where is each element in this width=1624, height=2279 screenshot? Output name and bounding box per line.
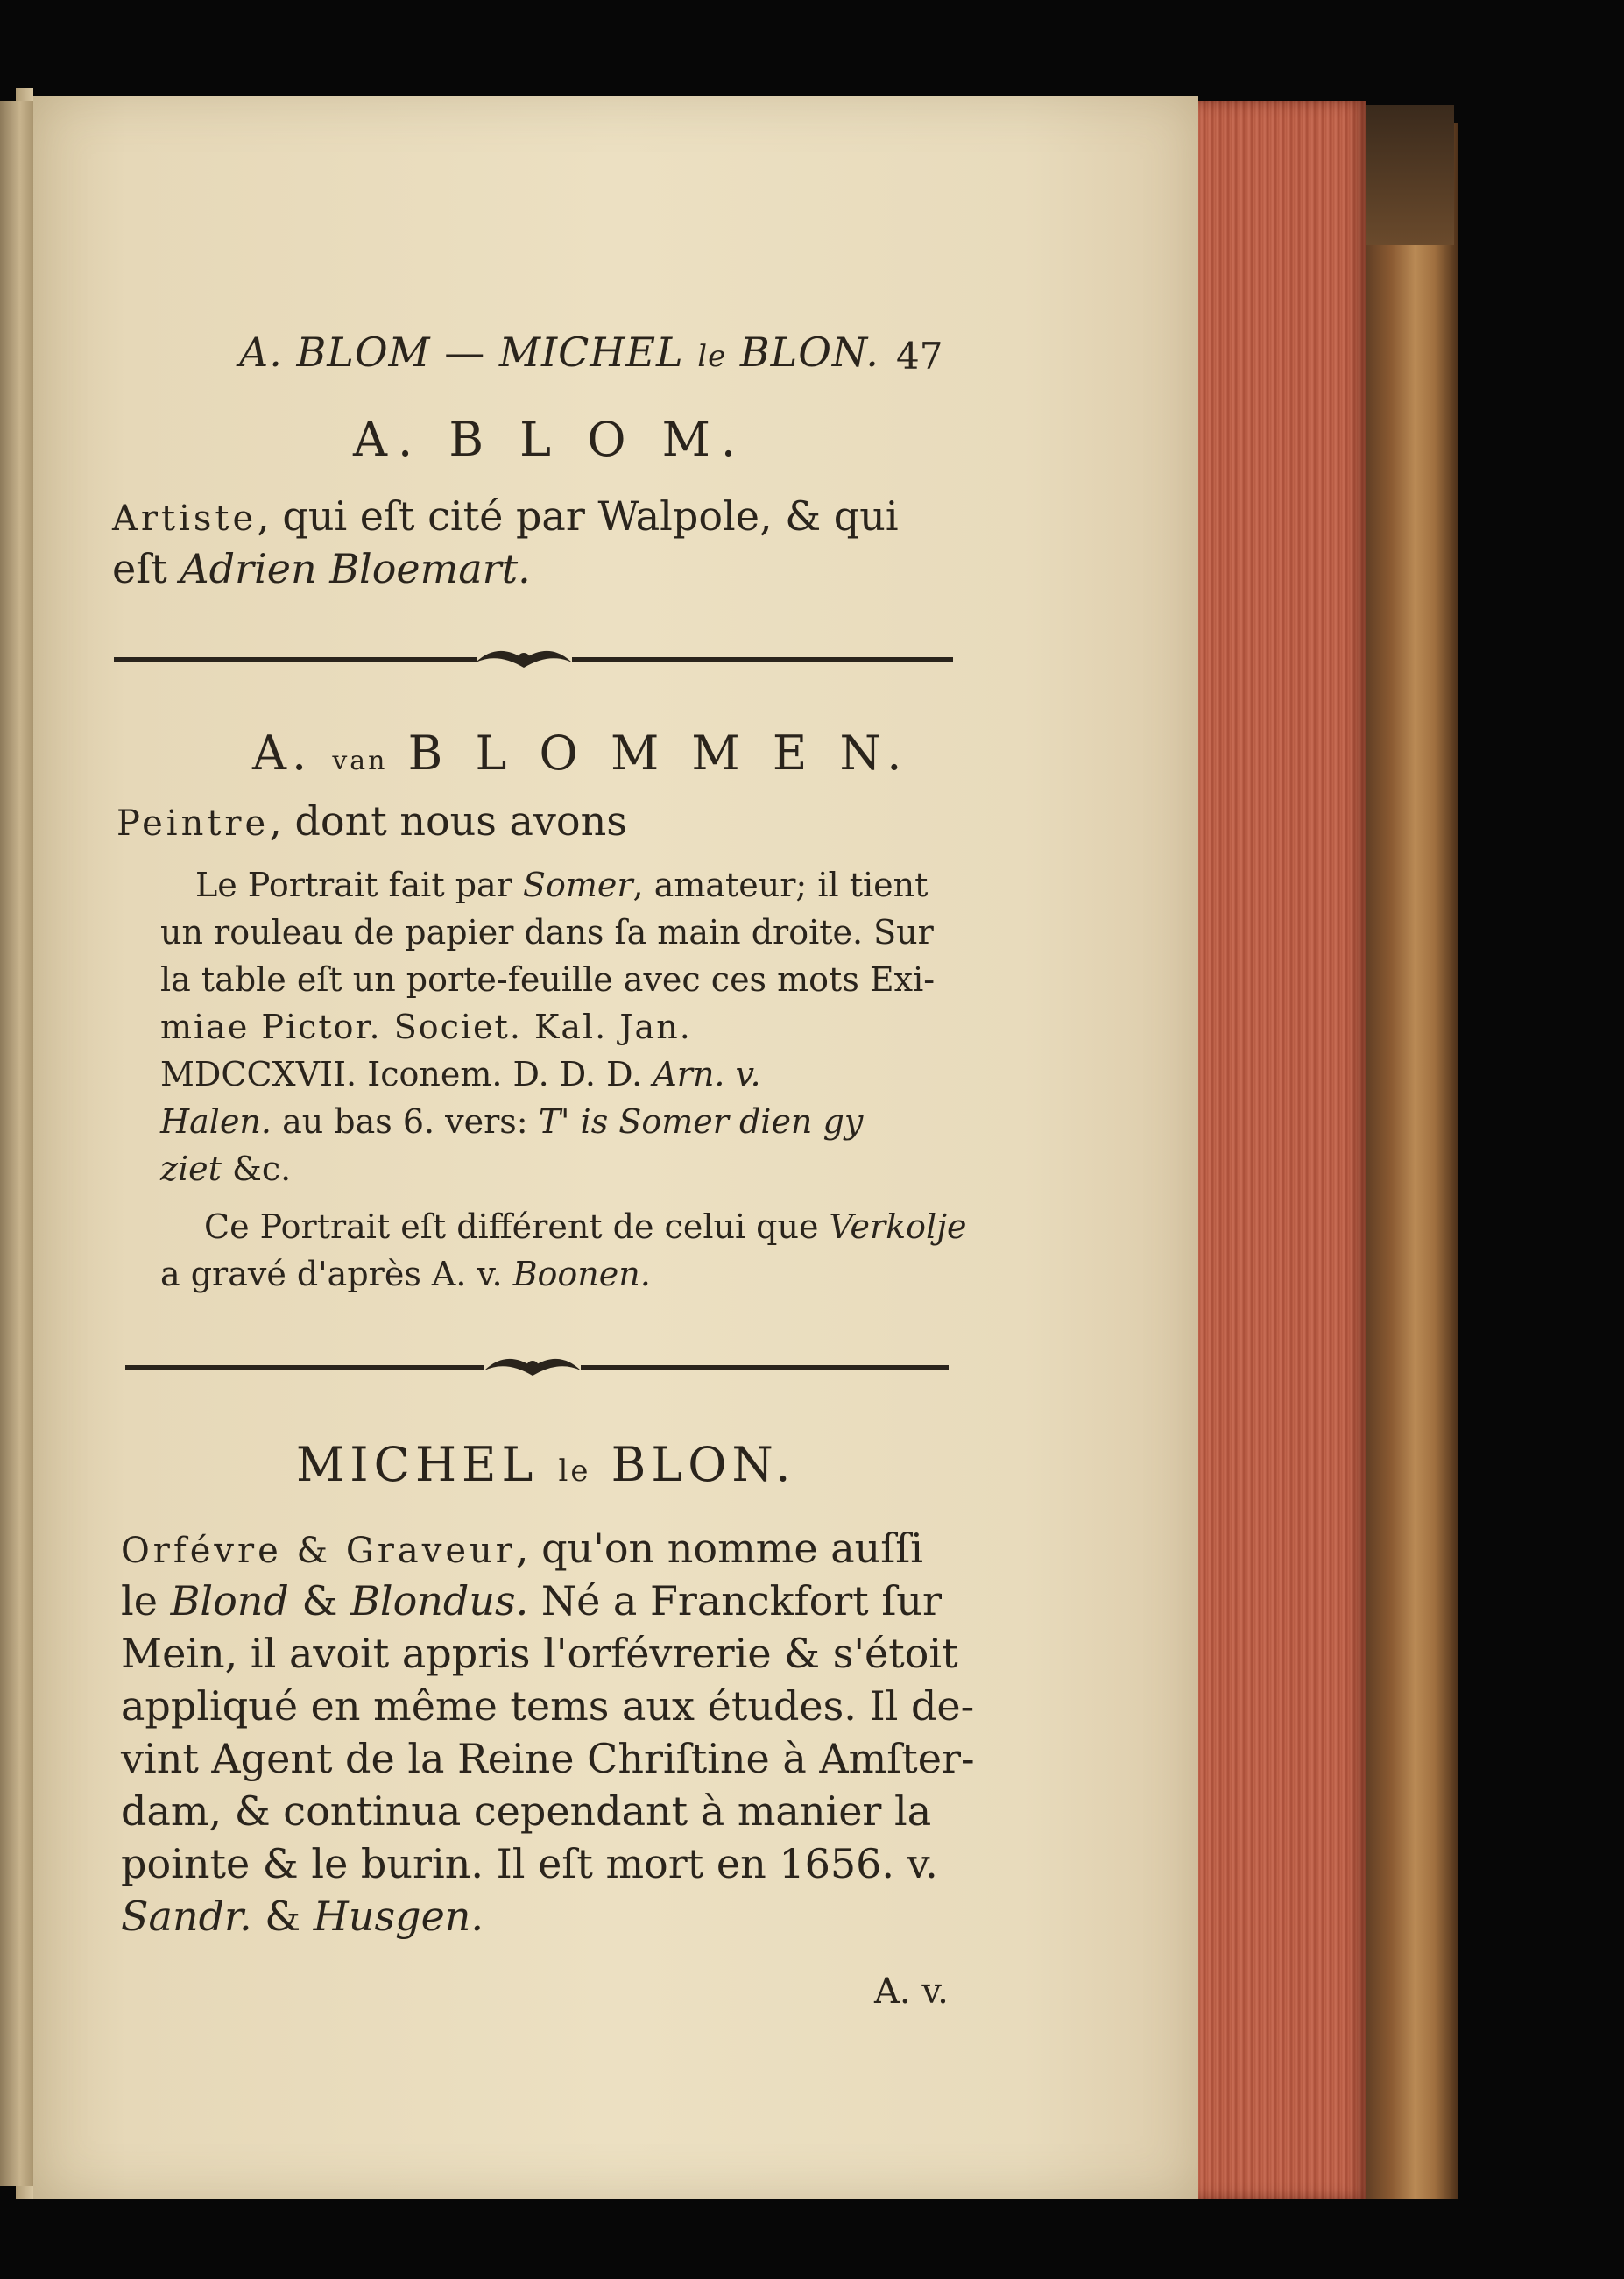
page-edges-red (1191, 101, 1366, 2199)
entry3-line7: pointe & le burin. Il eſt mort en 1656. v. (121, 1840, 938, 1887)
entry-title-blommen: A. van B L O M M E N. (252, 725, 911, 781)
entry3-line3: Mein, il avoit appris l'orfévrerie & s'étoit (121, 1630, 958, 1677)
entry2-p1-line1: Le Portrait fait par Somer, amateur; il tient (195, 866, 929, 904)
entry2-p2-line1: Ce Portrait eſt différent de celui que Verkolje (204, 1207, 967, 1246)
catchword: A. v. (874, 1971, 949, 2012)
entry2-p1-line5: MDCCXVII. Iconem. D. D. D. Arn. v. (160, 1055, 761, 1093)
ornament-rule-left (114, 657, 477, 662)
ornament-rule-right (572, 657, 953, 662)
entry2-lead: Peintre, dont nous avons (117, 797, 627, 845)
page-number: 47 (896, 335, 943, 378)
entry2-p1-line2: un rouleau de papier dans ſa main droite. Sur (160, 913, 934, 952)
book-page (33, 96, 1198, 2199)
entry2-p1-line4: miae Pictor. Societ. Kal. Jan. (160, 1008, 692, 1046)
entry3-line8: Sandr. & Husgen. (121, 1893, 484, 1940)
fleuron-ornament-2 (480, 1341, 585, 1393)
entry-title-michel-le-blon: MICHEL le BLON. (296, 1437, 796, 1492)
entry3-line2: le Blond & Blondus. Né a Franckfort ſur (121, 1577, 943, 1624)
entry3-line6: dam, & continua cependant à manier la (121, 1787, 932, 1835)
entry3-line1: Orfévre & Graveur, qu'on nomme auſſi (121, 1525, 924, 1572)
entry2-p1-line3: la table eſt un porte-feuille avec ces mots Exi- (160, 960, 936, 999)
entry-title-blom: A. B L O M. (353, 412, 747, 467)
entry2-p1-line7: ziet &c. (160, 1150, 292, 1188)
book-cover-edge (1362, 123, 1458, 2199)
entry2-p1-line6: Halen. au bas 6. vers: T' is Somer dien gy (160, 1102, 864, 1141)
entry1-line2: eſt Adrien Bloemart. (112, 545, 531, 592)
ornament-rule-left-2 (125, 1365, 484, 1370)
entry1-line1: Artiste, qui eſt cité par Walpole, & qui (112, 492, 899, 540)
facing-page-margin (0, 101, 33, 2186)
entry3-line5: vint Agent de la Reine Chriſtine à Amſter- (121, 1735, 975, 1782)
entry3-line4: appliqué en même tems aux études. Il de- (121, 1682, 975, 1730)
ornament-rule-right-2 (581, 1365, 949, 1370)
fleuron-ornament (471, 633, 576, 685)
running-head: A. BLOM — MICHEL le BLON. (239, 329, 879, 376)
entry2-p2-line2: a gravé d'après A. v. Boonen. (160, 1255, 651, 1293)
